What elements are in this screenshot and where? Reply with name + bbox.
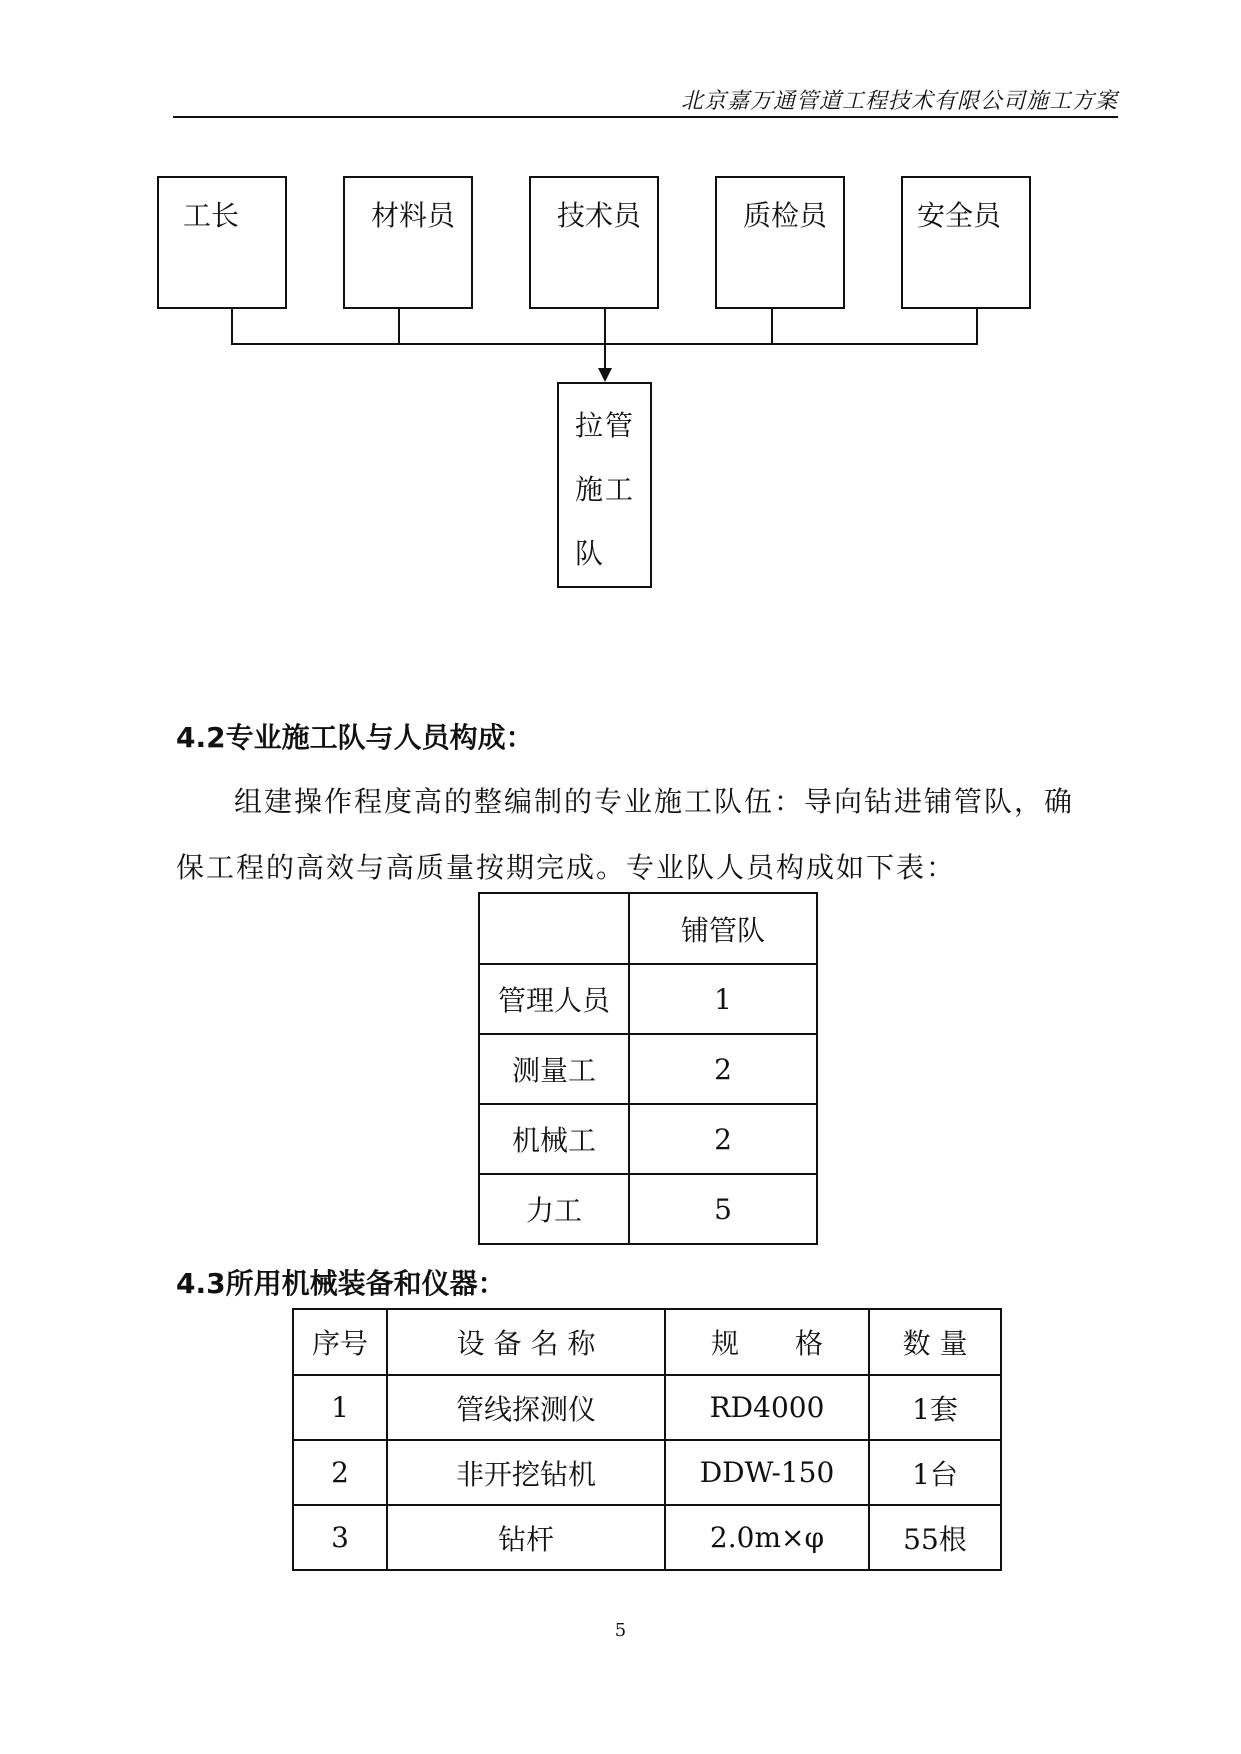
- equipment-table: [292, 1308, 1002, 1571]
- header-title: 北京嘉万通管道工程技术有限公司施工方案: [680, 89, 1118, 114]
- table-cell: 规 格: [665, 1309, 869, 1375]
- table-cell: 1套: [869, 1375, 1001, 1440]
- table-cell: 力工: [479, 1174, 629, 1244]
- connector-line: [771, 309, 773, 344]
- paragraph-line: 组建操作程度高的整编制的专业施工队伍：导向钻进铺管队，确: [234, 785, 1075, 818]
- table-row: [479, 1104, 817, 1174]
- role-label: 质检员: [743, 199, 828, 232]
- table-row: [479, 964, 817, 1034]
- table-cell: DDW-150: [665, 1440, 869, 1505]
- section-heading-4-3: 4.3所用机械装备和仪器：: [176, 1267, 506, 1300]
- connector-line: [604, 343, 606, 369]
- table-row: [479, 1034, 817, 1104]
- role-label: 材料员: [371, 199, 456, 232]
- role-label: 技术员: [557, 199, 642, 232]
- table-row: [293, 1440, 1001, 1505]
- table-cell: 5: [629, 1174, 817, 1244]
- table-row: [479, 1174, 817, 1244]
- team-label-line: 施工: [575, 473, 636, 506]
- table-cell: 1台: [869, 1440, 1001, 1505]
- table-cell: 数 量: [869, 1309, 1001, 1375]
- team-box: [557, 382, 652, 588]
- table-cell: 1: [293, 1375, 387, 1440]
- table-cell: 3: [293, 1505, 387, 1570]
- page-number: 5: [614, 1620, 627, 1641]
- table-row: [293, 1309, 1001, 1375]
- org-chart: [0, 0, 1241, 640]
- table-cell: 铺管队: [629, 893, 817, 964]
- staff-table: [478, 892, 818, 1245]
- table-row: [293, 1505, 1001, 1570]
- table-cell: 2: [629, 1034, 817, 1104]
- table-row: [479, 893, 817, 964]
- role-box-technician: [529, 176, 659, 309]
- table-cell: 钻杆: [387, 1505, 665, 1570]
- table-cell: RD4000: [665, 1375, 869, 1440]
- table-cell: 55根: [869, 1505, 1001, 1570]
- paragraph-line: 保工程的高效与高质量按期完成。专业队人员构成如下表：: [176, 851, 957, 884]
- table-cell: 机械工: [479, 1104, 629, 1174]
- section-heading-4-2: 4.2专业施工队与人员构成：: [176, 721, 534, 754]
- connector-line: [231, 309, 233, 344]
- table-cell: 2: [293, 1440, 387, 1505]
- table-cell: 序号: [293, 1309, 387, 1375]
- table-cell: 设 备 名 称: [387, 1309, 665, 1375]
- role-box-quality: [715, 176, 845, 309]
- table-row: [293, 1375, 1001, 1440]
- role-box-foreman: [157, 176, 287, 309]
- team-label-line: 拉管: [575, 409, 636, 442]
- table-cell: 1: [629, 964, 817, 1034]
- role-box-materials: [343, 176, 473, 309]
- table-cell: 管线探测仪: [387, 1375, 665, 1440]
- team-label-line: 队: [575, 537, 606, 570]
- connector-line: [604, 309, 606, 344]
- connector-line: [398, 309, 400, 344]
- arrow-down-icon: [598, 368, 612, 382]
- table-cell: 2: [629, 1104, 817, 1174]
- table-cell: 非开挖钻机: [387, 1440, 665, 1505]
- table-cell: 2.0m×φ: [665, 1505, 869, 1570]
- connector-line: [976, 309, 978, 344]
- role-box-safety: [901, 176, 1031, 309]
- table-cell: [479, 893, 629, 964]
- table-cell: 测量工: [479, 1034, 629, 1104]
- role-label: 工长: [183, 199, 240, 232]
- table-cell: 管理人员: [479, 964, 629, 1034]
- role-label: 安全员: [917, 199, 1002, 232]
